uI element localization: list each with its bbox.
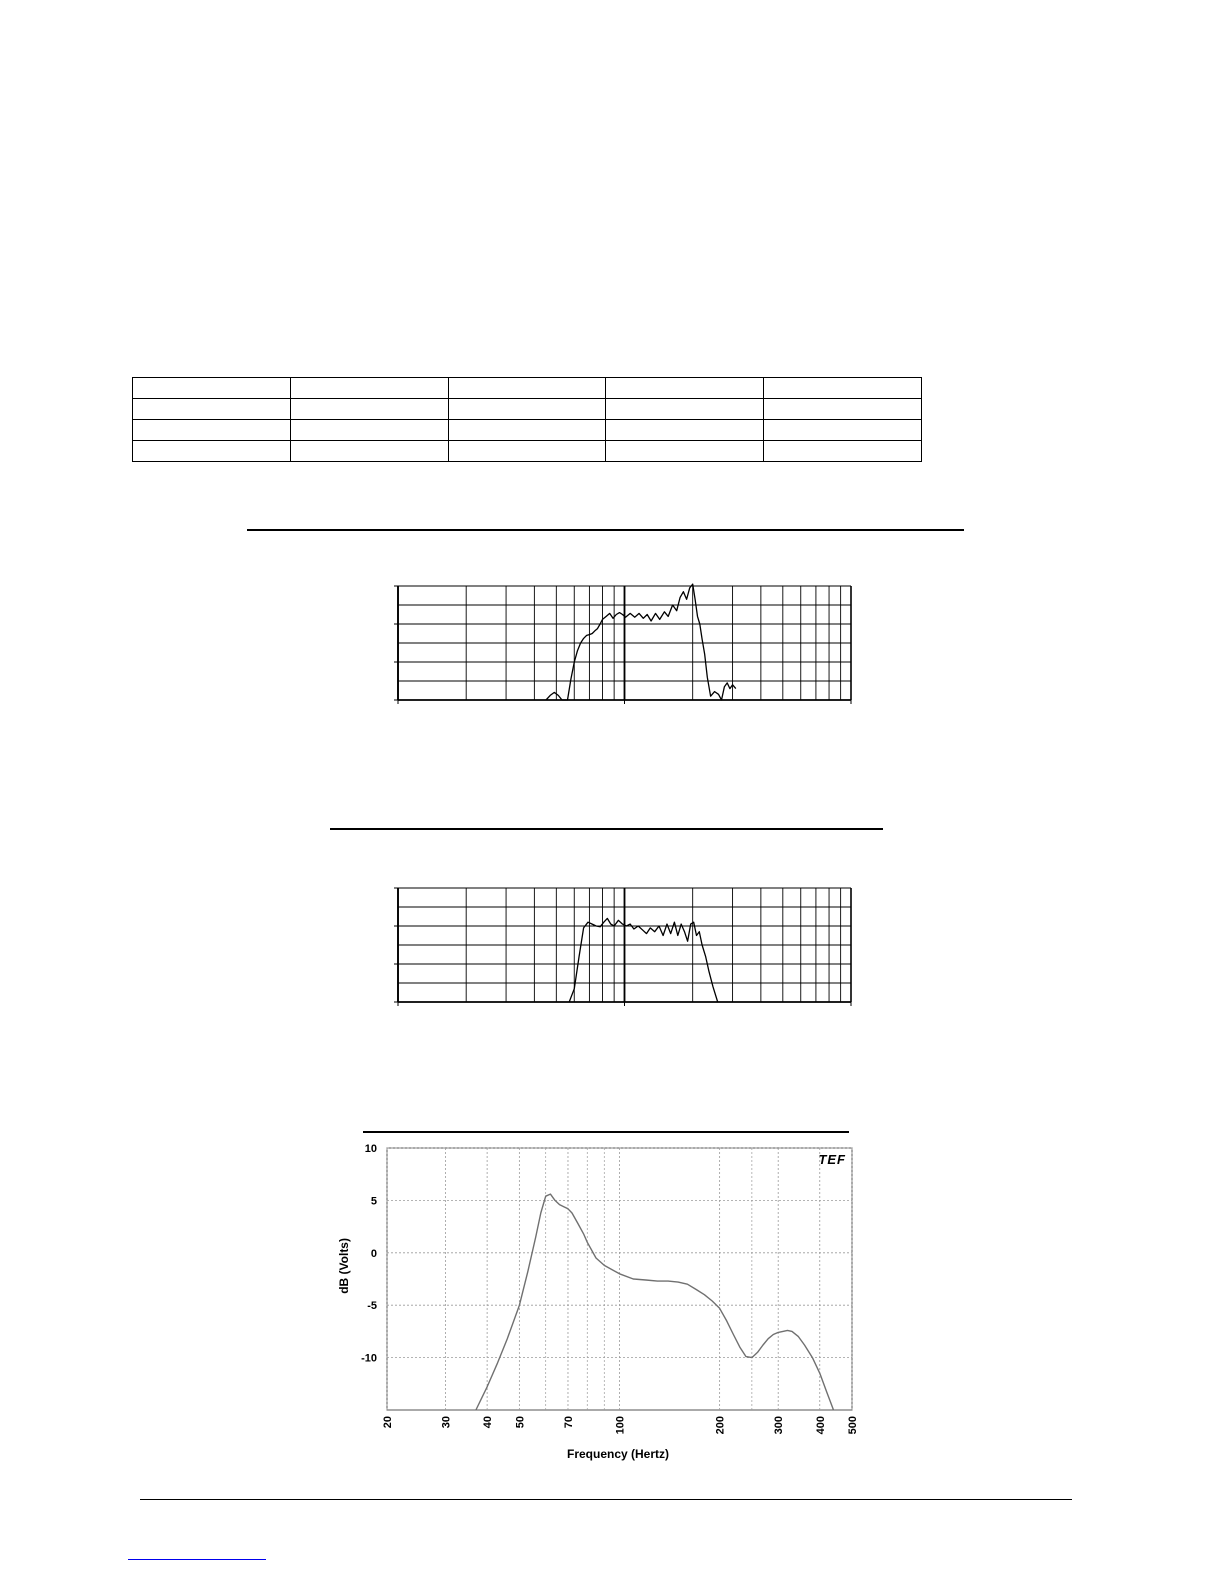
section-rule-2 (330, 828, 883, 830)
table-cell (133, 399, 291, 420)
table-cell (290, 441, 448, 462)
table-cell (290, 399, 448, 420)
data-table (132, 377, 922, 462)
table-cell (764, 420, 922, 441)
x-axis-label: Frequency (Hertz) (566, 1447, 670, 1461)
table-row (133, 378, 922, 399)
response-chart-2 (388, 882, 858, 1008)
table-cell (606, 420, 764, 441)
x-tick-label: 40 (482, 1416, 495, 1429)
footer-link-underline[interactable] (128, 1559, 266, 1560)
y-tick-label: 5 (370, 1195, 377, 1208)
tef-logo-text: TEF (818, 1152, 846, 1167)
x-tick-label: 70 (562, 1416, 575, 1429)
y-tick-label: -10 (361, 1352, 377, 1365)
table-cell (448, 378, 606, 399)
y-tick-label: 0 (370, 1247, 377, 1260)
x-tick-label: 500 (847, 1416, 859, 1435)
table-cell (448, 420, 606, 441)
x-tick-label: 100 (614, 1416, 627, 1435)
plot-frame (387, 1148, 852, 1410)
table-cell (606, 441, 764, 462)
table-cell (133, 420, 291, 441)
table-cell (133, 441, 291, 462)
table-row (133, 441, 922, 462)
table-cell (764, 399, 922, 420)
table-cell (290, 378, 448, 399)
series-line (569, 918, 718, 1002)
section-rule-1 (247, 529, 964, 531)
tef-logo (818, 1152, 846, 1167)
table-cell (448, 441, 606, 462)
table-cell (606, 399, 764, 420)
x-tick-label: 400 (814, 1416, 827, 1435)
y-axis-label: dB (Volts) (337, 1238, 351, 1294)
table-cell (764, 378, 922, 399)
table-cell (290, 420, 448, 441)
x-tick-label: 30 (440, 1416, 453, 1429)
x-tick-label: 300 (773, 1416, 786, 1435)
y-tick-label: -5 (367, 1300, 377, 1313)
grid (394, 888, 851, 1006)
table-row (133, 399, 922, 420)
x-tick-label: 20 (382, 1416, 394, 1429)
x-tick-label: 50 (514, 1416, 527, 1429)
response-chart-1 (388, 580, 858, 706)
y-tick-label: 10 (364, 1143, 377, 1155)
section-rule-3 (363, 1131, 849, 1133)
table-cell (606, 378, 764, 399)
tef-response-chart (330, 1138, 870, 1468)
footer-rule (140, 1499, 1072, 1500)
table-cell (764, 441, 922, 462)
table-row (133, 420, 922, 441)
table-cell (133, 378, 291, 399)
grid (394, 586, 851, 704)
x-tick-label: 200 (714, 1416, 727, 1435)
table-cell (448, 399, 606, 420)
